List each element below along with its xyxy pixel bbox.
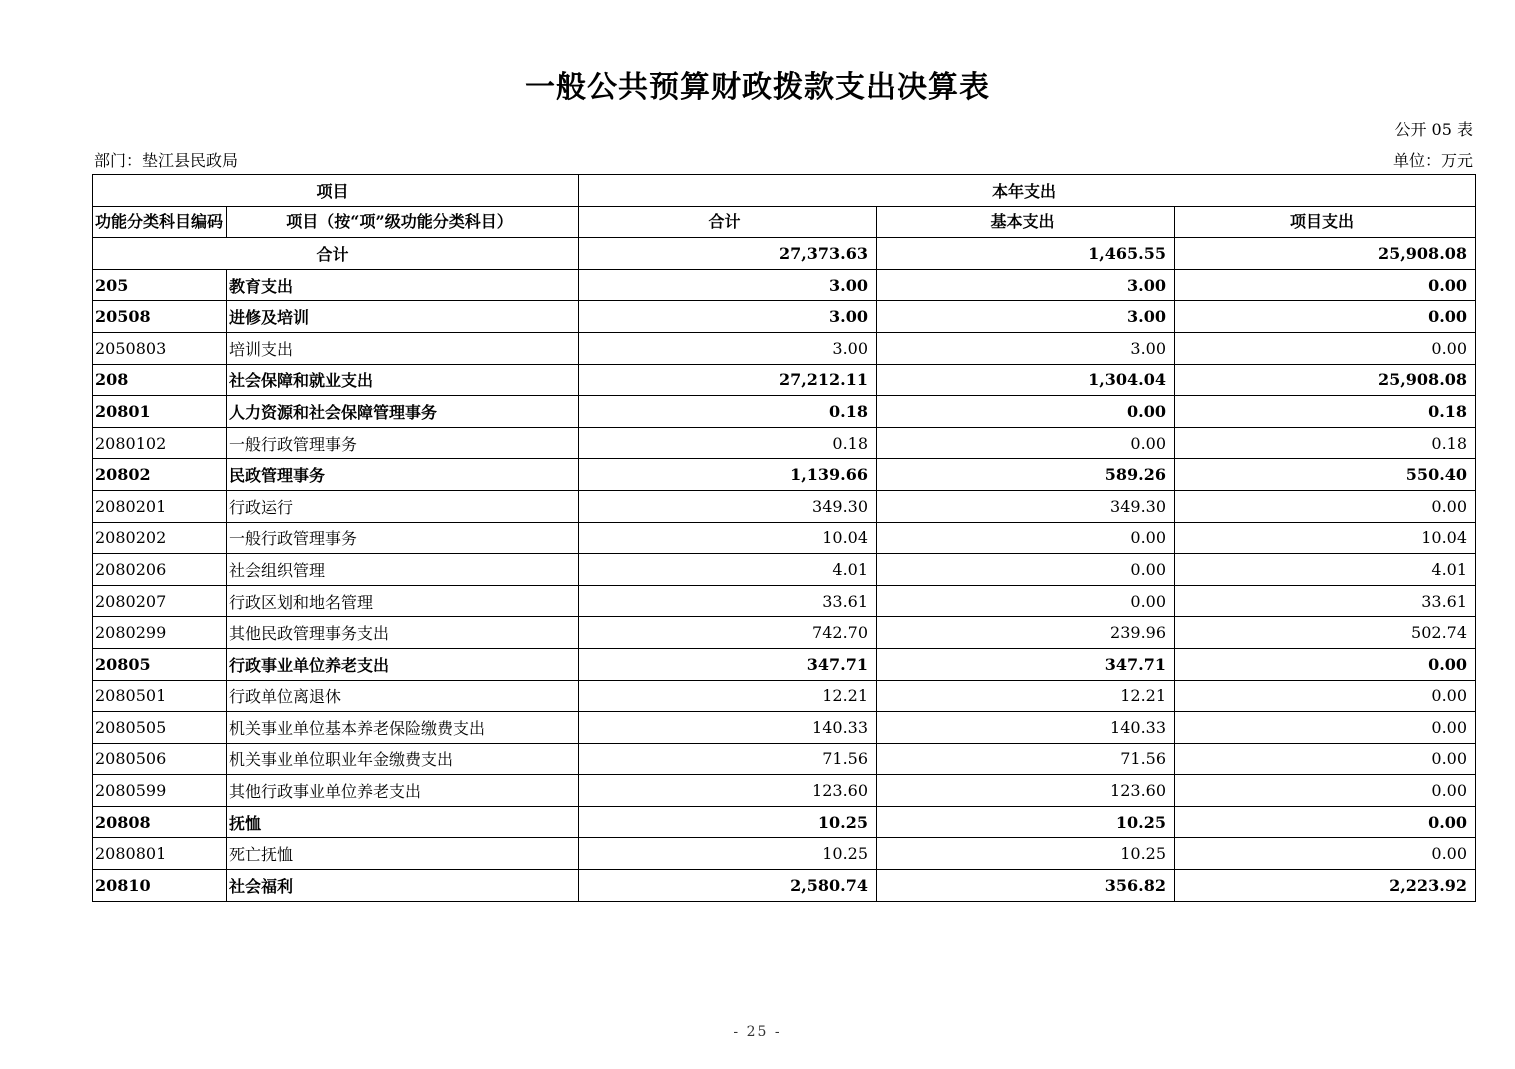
row-basic: 356.82 [877,870,1175,902]
row-total: 3.00 [579,269,877,301]
row-name: 一般行政管理事务 [227,427,579,459]
row-name: 其他行政事业单位养老支出 [227,775,579,807]
total-sum: 27,373.63 [579,238,877,270]
row-name: 其他民政管理事务支出 [227,617,579,649]
row-code: 2080202 [93,522,227,554]
row-name: 社会组织管理 [227,554,579,586]
row-code: 20810 [93,870,227,902]
table-row [93,743,1476,775]
row-total: 349.30 [579,490,877,522]
row-name: 机关事业单位基本养老保险缴费支出 [227,712,579,744]
header-item-name: 项目（按“项”级功能分类科目） [227,206,579,238]
row-name: 人力资源和社会保障管理事务 [227,396,579,428]
row-project: 0.00 [1175,680,1476,712]
header-code: 功能分类科目编码 [93,206,227,238]
total-label: 合计 [93,238,579,270]
header-item: 项目 [93,175,579,207]
row-code: 20808 [93,806,227,838]
row-code: 2080207 [93,585,227,617]
row-name: 机关事业单位职业年金缴费支出 [227,743,579,775]
row-basic: 123.60 [877,775,1175,807]
row-total: 71.56 [579,743,877,775]
table-row [93,554,1476,586]
row-project: 0.00 [1175,775,1476,807]
row-basic: 0.00 [877,427,1175,459]
row-name: 行政区划和地名管理 [227,585,579,617]
page-number: - 25 - [733,1024,782,1040]
row-project: 25,908.08 [1175,364,1476,396]
row-total: 4.01 [579,554,877,586]
row-code: 2080299 [93,617,227,649]
table-row [93,490,1476,522]
row-name: 民政管理事务 [227,459,579,491]
page-title: 一般公共预算财政拨款支出决算表 [525,70,990,105]
expenditure-table [92,174,1476,902]
row-name: 死亡抚恤 [227,838,579,870]
row-total: 742.70 [579,617,877,649]
header-row-bottom [93,206,1476,238]
row-name: 行政运行 [227,490,579,522]
row-total: 10.25 [579,806,877,838]
row-total: 10.04 [579,522,877,554]
unit-label: 单位：万元 [1392,151,1473,170]
row-project: 0.18 [1175,396,1476,428]
row-total: 1,139.66 [579,459,877,491]
row-total: 140.33 [579,712,877,744]
row-name: 行政单位离退休 [227,680,579,712]
row-code: 2080599 [93,775,227,807]
row-name: 社会福利 [227,870,579,902]
row-project: 0.00 [1175,301,1476,333]
table-row [93,301,1476,333]
row-name: 教育支出 [227,269,579,301]
row-name: 进修及培训 [227,301,579,333]
table-row [93,459,1476,491]
row-basic: 589.26 [877,459,1175,491]
row-code: 2050803 [93,332,227,364]
table-row [93,427,1476,459]
row-total: 27,212.11 [579,364,877,396]
row-code: 20805 [93,648,227,680]
row-basic: 239.96 [877,617,1175,649]
row-total: 347.71 [579,648,877,680]
row-total: 12.21 [579,680,877,712]
row-code: 2080102 [93,427,227,459]
row-basic: 347.71 [877,648,1175,680]
row-name: 一般行政管理事务 [227,522,579,554]
row-code: 20802 [93,459,227,491]
row-project: 0.00 [1175,838,1476,870]
table-row [93,775,1476,807]
row-total: 0.18 [579,396,877,428]
table-row [93,269,1476,301]
header-project: 项目支出 [1175,206,1476,238]
row-project: 0.00 [1175,332,1476,364]
table-row [93,364,1476,396]
table-row [93,680,1476,712]
header-basic: 基本支出 [877,206,1175,238]
row-basic: 0.00 [877,585,1175,617]
form-number: 公开 05 表 [1394,120,1473,139]
row-basic: 349.30 [877,490,1175,522]
table-row [93,396,1476,428]
row-basic: 3.00 [877,269,1175,301]
table-row [93,585,1476,617]
row-basic: 0.00 [877,554,1175,586]
row-code: 20508 [93,301,227,333]
row-total: 123.60 [579,775,877,807]
row-basic: 140.33 [877,712,1175,744]
row-project: 0.00 [1175,806,1476,838]
row-basic: 71.56 [877,743,1175,775]
row-total: 33.61 [579,585,877,617]
row-basic: 3.00 [877,301,1175,333]
row-project: 0.00 [1175,743,1476,775]
row-name: 培训支出 [227,332,579,364]
row-code: 2080506 [93,743,227,775]
row-code: 2080505 [93,712,227,744]
header-total: 合计 [579,206,877,238]
row-code: 2080201 [93,490,227,522]
row-code: 208 [93,364,227,396]
row-basic: 0.00 [877,396,1175,428]
row-name: 抚恤 [227,806,579,838]
table-row [93,806,1476,838]
row-code: 205 [93,269,227,301]
table-row [93,712,1476,744]
row-project: 550.40 [1175,459,1476,491]
header-row-top [93,175,1476,207]
table-row [93,870,1476,902]
row-project: 0.00 [1175,648,1476,680]
row-project: 502.74 [1175,617,1476,649]
row-total: 0.18 [579,427,877,459]
row-project: 33.61 [1175,585,1476,617]
total-project: 25,908.08 [1175,238,1476,270]
table-row [93,522,1476,554]
row-code: 2080501 [93,680,227,712]
table-row [93,838,1476,870]
row-project: 0.18 [1175,427,1476,459]
row-basic: 10.25 [877,806,1175,838]
row-code: 2080206 [93,554,227,586]
total-row [93,238,1476,270]
row-project: 0.00 [1175,712,1476,744]
row-total: 3.00 [579,301,877,333]
row-name: 行政事业单位养老支出 [227,648,579,680]
row-code: 2080801 [93,838,227,870]
header-this-year: 本年支出 [579,175,1476,207]
row-total: 3.00 [579,332,877,364]
table-row [93,617,1476,649]
row-project: 0.00 [1175,269,1476,301]
row-basic: 0.00 [877,522,1175,554]
table-row [93,332,1476,364]
row-total: 2,580.74 [579,870,877,902]
table-row [93,648,1476,680]
row-project: 10.04 [1175,522,1476,554]
row-project: 2,223.92 [1175,870,1476,902]
total-basic: 1,465.55 [877,238,1175,270]
row-basic: 10.25 [877,838,1175,870]
row-total: 10.25 [579,838,877,870]
department-label: 部门：垫江县民政局 [94,151,239,170]
row-basic: 1,304.04 [877,364,1175,396]
row-project: 4.01 [1175,554,1476,586]
row-name: 社会保障和就业支出 [227,364,579,396]
row-project: 0.00 [1175,490,1476,522]
row-basic: 12.21 [877,680,1175,712]
row-code: 20801 [93,396,227,428]
row-basic: 3.00 [877,332,1175,364]
